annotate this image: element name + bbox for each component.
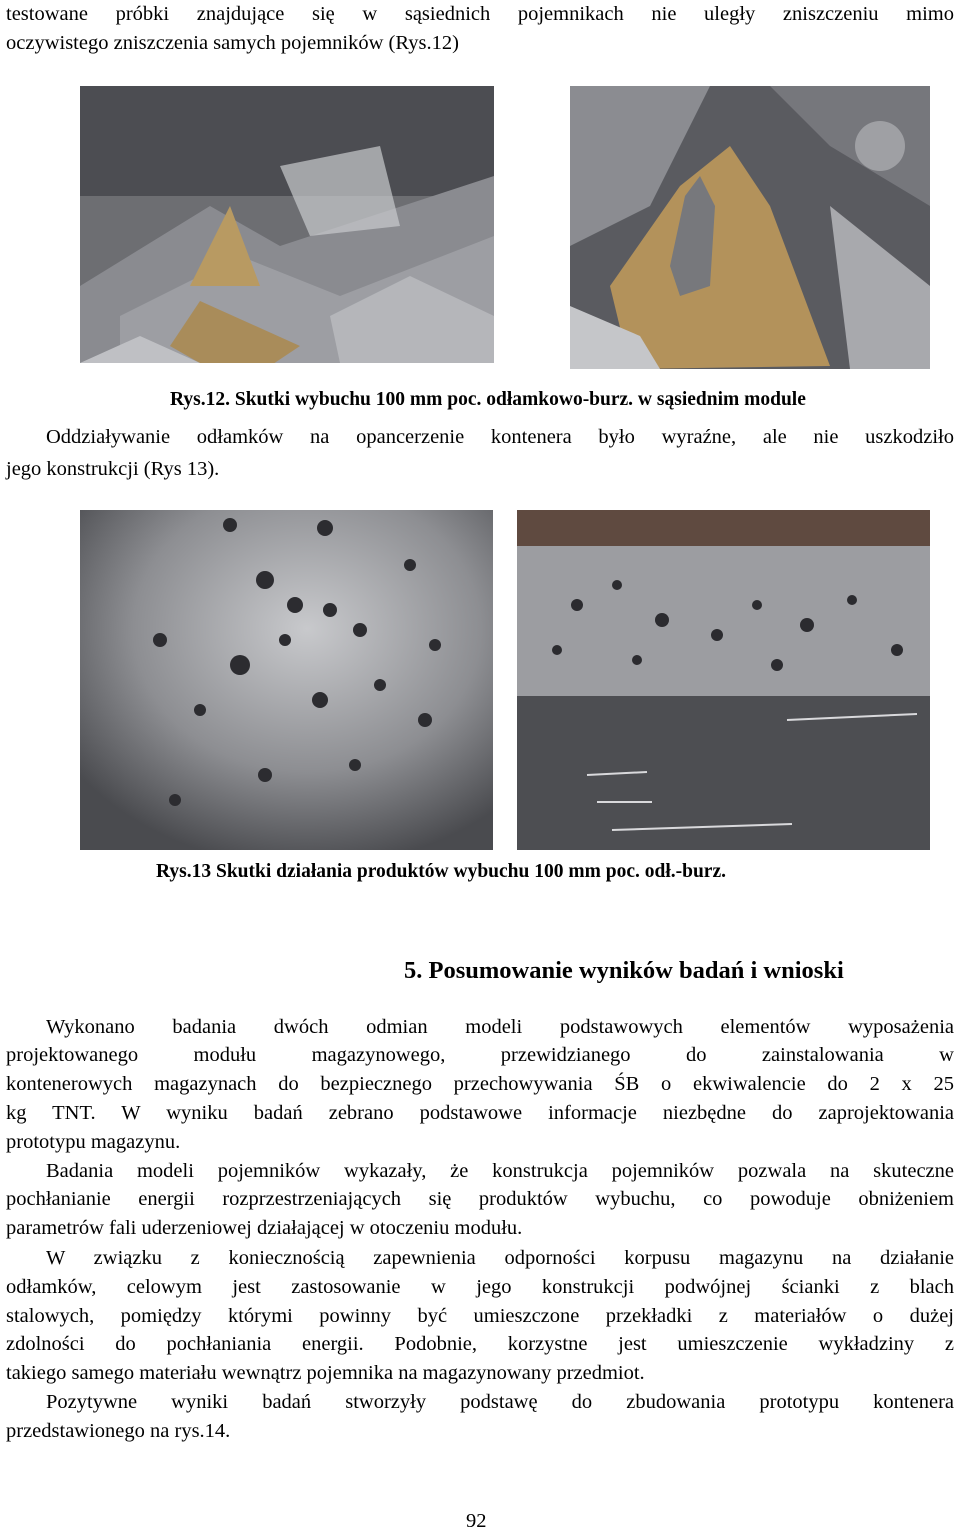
paragraph-3-line-4: zdolności do pochłaniania energii. Podobnie, korzystne jest umieszczenie wykładziny z <box>6 1333 954 1355</box>
section-heading: 5. Posumowanie wyników badań i wnioski <box>404 957 844 984</box>
paragraph-2-line-2: pochłanianie energii rozprzestrzeniających się produktów wybuchu, co powoduje obniżeniem <box>6 1188 954 1210</box>
paragraph-3-line-3: stalowych, pomiędzy którymi powinny być umieszczone przekładki z materiałów o dużej <box>6 1305 954 1327</box>
paragraph-4-line-2: przedstawionego na rys.14. <box>6 1420 231 1442</box>
paragraph-1-line-5: prototypu magazynu. <box>6 1131 181 1153</box>
para-fig13-line-1: Oddziaływanie odłamków na opancerzenie kontenera było wyraźne, ale nie uszkodziło <box>46 426 954 448</box>
fig13-right-photo <box>517 510 930 850</box>
paragraph-1-line-4: kg TNT. W wyniku badań zebrano podstawowe informacje niezbędne do zaprojektowania <box>6 1102 954 1124</box>
paragraph-3-line-2: odłamków, celowym jest zastosowanie w jego konstrukcji podwójnej ścianki z blach <box>6 1276 954 1298</box>
paragraph-2-line-3: parametrów fali uderzeniowej działającej w otoczeniu modułu. <box>6 1217 523 1239</box>
paragraph-2-line-1: Badania modeli pojemników wykazały, że konstrukcja pojemników pozwala na skuteczne <box>46 1160 954 1182</box>
page-number: 92 <box>466 1510 487 1532</box>
fig13-left-photo <box>80 510 493 850</box>
paragraph-1-line-3: kontenerowych magazynach do bezpiecznego przechowywania ŚB o ekwiwalencie do 2 x 25 <box>6 1073 954 1095</box>
paragraph-4-line-1: Pozytywne wyniki badań stworzyły podstawę do zbudowania prototypu kontenera <box>46 1391 954 1413</box>
paragraph-1-line-2: projektowanego modułu magazynowego, przewidzianego do zainstalowania w <box>6 1044 954 1066</box>
fig13-caption: Rys.13 Skutki działania produktów wybuchu 100 mm poc. odł.-burz. <box>156 861 726 882</box>
fig12-caption: Rys.12. Skutki wybuchu 100 mm poc. odłamkowo-burz. w sąsiednim module <box>170 389 806 410</box>
intro-line-1: testowane próbki znajdujące się w sąsiednich pojemnikach nie uległy zniszczeniu mimo <box>6 3 954 25</box>
paragraph-1-line-1: Wykonano badania dwóch odmian modeli podstawowych elementów wyposażenia <box>46 1016 954 1038</box>
intro-line-2: oczywistego zniszczenia samych pojemników (Rys.12) <box>6 32 459 54</box>
para-fig13-line-2: jego konstrukcji (Rys 13). <box>6 458 220 480</box>
paragraph-3-line-1: W związku z koniecznością zapewnienia odporności korpusu magazynu na działanie <box>46 1247 954 1269</box>
fig12-left-photo <box>80 86 494 363</box>
paragraph-3-line-5: takiego samego materiału wewnątrz pojemnika na magazynowany przedmiot. <box>6 1362 645 1384</box>
fig12-right-photo <box>570 86 930 369</box>
